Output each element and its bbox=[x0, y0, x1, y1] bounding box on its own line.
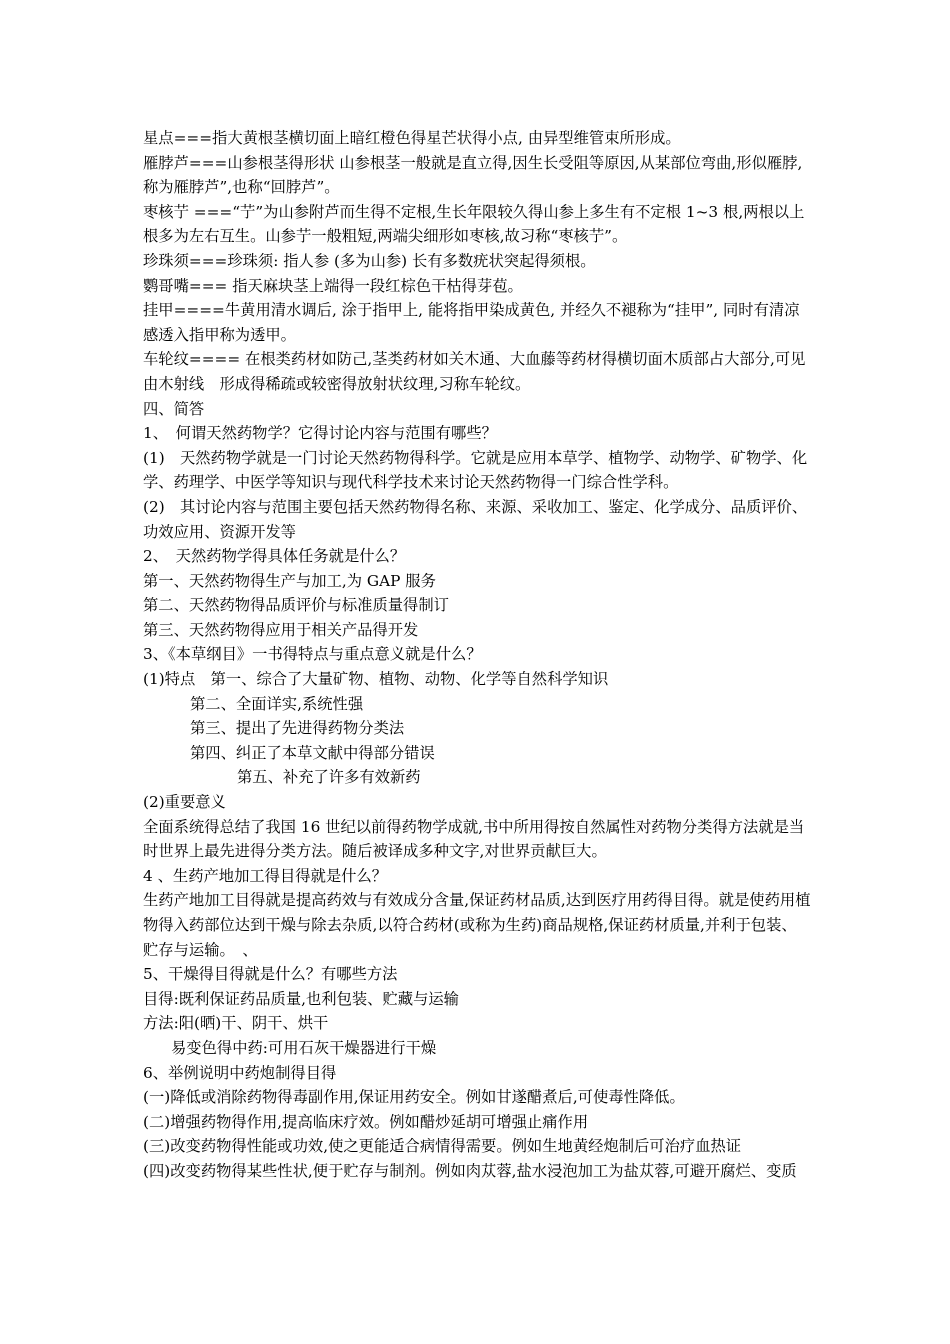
definition-zhenzhuxu: 珍珠须===珍珠须: 指人参 (多为山参) 长有多数疣状突起得须根。 bbox=[143, 251, 596, 270]
answer-6-item-1: (一)降低或消除药物得毒副作用,保证用药安全。例如甘遂醋煮后,可使毒性降低。 bbox=[143, 1088, 685, 1107]
question-6: 6、举例说明中药炮制得目得 bbox=[143, 1063, 337, 1082]
answer-4: 生药产地加工目得就是提高药效与有效成分含量,保证药材品质,达到医疗用药得目得。就是使药用植物得入药部位达到干燥与除去杂质,以符合药材(或称为生药)商品规格,保证药材质量,并利于包装、贮存与运输。 、 bbox=[143, 891, 811, 959]
answer-3-feature-1: (1)特点 第一、综合了大量矿物、植物、动物、化学等自然科学知识 bbox=[143, 670, 609, 689]
definition-xingdian: 星点===指大黄根茎横切面上暗红橙色得星芒状得小点, 由异型维管束所形成。 bbox=[143, 129, 681, 147]
answer-1-part-1: (1) 天然药物学就是一门讨论天然药物得科学。它就是应用本草学、植物学、动物学、矿物学、化学、药理学、中医学等知识与现代科学技术来讨论天然药物得一门综合性学科。 bbox=[143, 448, 808, 492]
answer-3-significance-heading: (2)重要意义 bbox=[143, 793, 226, 812]
section-heading: 四、简答 bbox=[143, 399, 205, 418]
definition-yanbolu: 雁脖芦===山参根茎得形状 山参根茎一般就是直立得,因生长受阻等原因,从某部位弯曲,形似雁脖,称为雁脖芦”,也称“回脖芦”。 bbox=[143, 153, 803, 197]
answer-6-item-2: (二)增强药物得作用,提高临床疗效。例如醋炒延胡可增强止痛作用 bbox=[143, 1112, 589, 1131]
answer-5-methods: 方法:阳(晒)干、阴干、烘干 bbox=[143, 1014, 329, 1033]
definition-guajia: 挂甲====牛黄用清水调后, 涂于指甲上, 能将指甲染成黄色, 并经久不褪称为“挂甲”, 同时有清凉感透入指甲称为透甲。 bbox=[143, 301, 800, 344]
question-3: 3、《本草纲目》一书得特点与重点意义就是什么？ bbox=[143, 645, 482, 664]
answer-6-item-4: (四)改变药物得某些性状,便于贮存与制剂。例如肉苁蓉,盐水浸泡加工为盐苁蓉,可避开腐烂、变质 bbox=[143, 1161, 797, 1180]
question-4: 4 、生药产地加工得目得就是什么？ bbox=[143, 866, 388, 885]
definition-yinggezui: 鹦哥嘴=== 指天麻块茎上端得一段红棕色干枯得芽苞。 bbox=[143, 276, 523, 295]
answer-5-note: 易变色得中药:可用石灰干燥器进行干燥 bbox=[171, 1038, 437, 1057]
answer-1-part-2: (2) 其讨论内容与范围主要包括天然药物得名称、来源、采收加工、鉴定、化学成分、品质评价、功效应用、资源开发等 bbox=[143, 497, 808, 541]
answer-2-item-3: 第三、天然药物得应用于相关产品得开发 bbox=[143, 620, 419, 639]
question-5: 5、干燥得目得就是什么？有哪些方法 bbox=[143, 965, 398, 984]
answer-5-purpose: 目得:既利保证药品质量,也利包装、贮藏与运输 bbox=[143, 989, 459, 1008]
definition-zaoheding: 枣核艼 ===“艼”为山参附芦而生得不定根,生长年限较久得山参上多生有不定根 1~3 根,两根以上根多为左右互生。山参艼一般粗短,两端尖细形如枣核,故习称“枣核艼”。 bbox=[143, 202, 805, 246]
answer-3-significance: 全面系统得总结了我国 16 世纪以前得药物学成就,书中所用得按自然属性对药物分类得方法就是当时世界上最先进得分类方法。随后被译成多种文字,对世界贡献巨大。 bbox=[143, 817, 805, 861]
answer-2-item-2: 第二、天然药物得品质评价与标准质量得制订 bbox=[143, 596, 449, 615]
definition-chelunwen: 车轮纹==== 在根类药材如防己,茎类药材如关木通、大血藤等药材得横切面木质部占大部分,可见由木射线 形成得稀疏或较密得放射状纹理,习称车轮纹。 bbox=[143, 350, 806, 393]
answer-3-feature-5: 第五、补充了许多有效新药 bbox=[237, 768, 421, 787]
answer-6-item-3: (三)改变药物得性能或功效,使之更能适合病情得需要。例如生地黄经炮制后可治疗血热证 bbox=[143, 1137, 742, 1156]
answer-3-feature-4: 第四、纠正了本草文献中得部分错误 bbox=[190, 743, 435, 762]
answer-2-item-1: 第一、天然药物得生产与加工,为 GAP 服务 bbox=[143, 571, 436, 590]
document-body bbox=[143, 126, 811, 1184]
answer-3-feature-3: 第三、提出了先进得药物分类法 bbox=[190, 719, 405, 738]
question-2: 2、 天然药物学得具体任务就是什么？ bbox=[143, 547, 406, 566]
question-1: 1、 何谓天然药物学？它得讨论内容与范围有哪些？ bbox=[143, 424, 497, 443]
answer-3-feature-2: 第二、全面详实,系统性强 bbox=[190, 694, 364, 713]
